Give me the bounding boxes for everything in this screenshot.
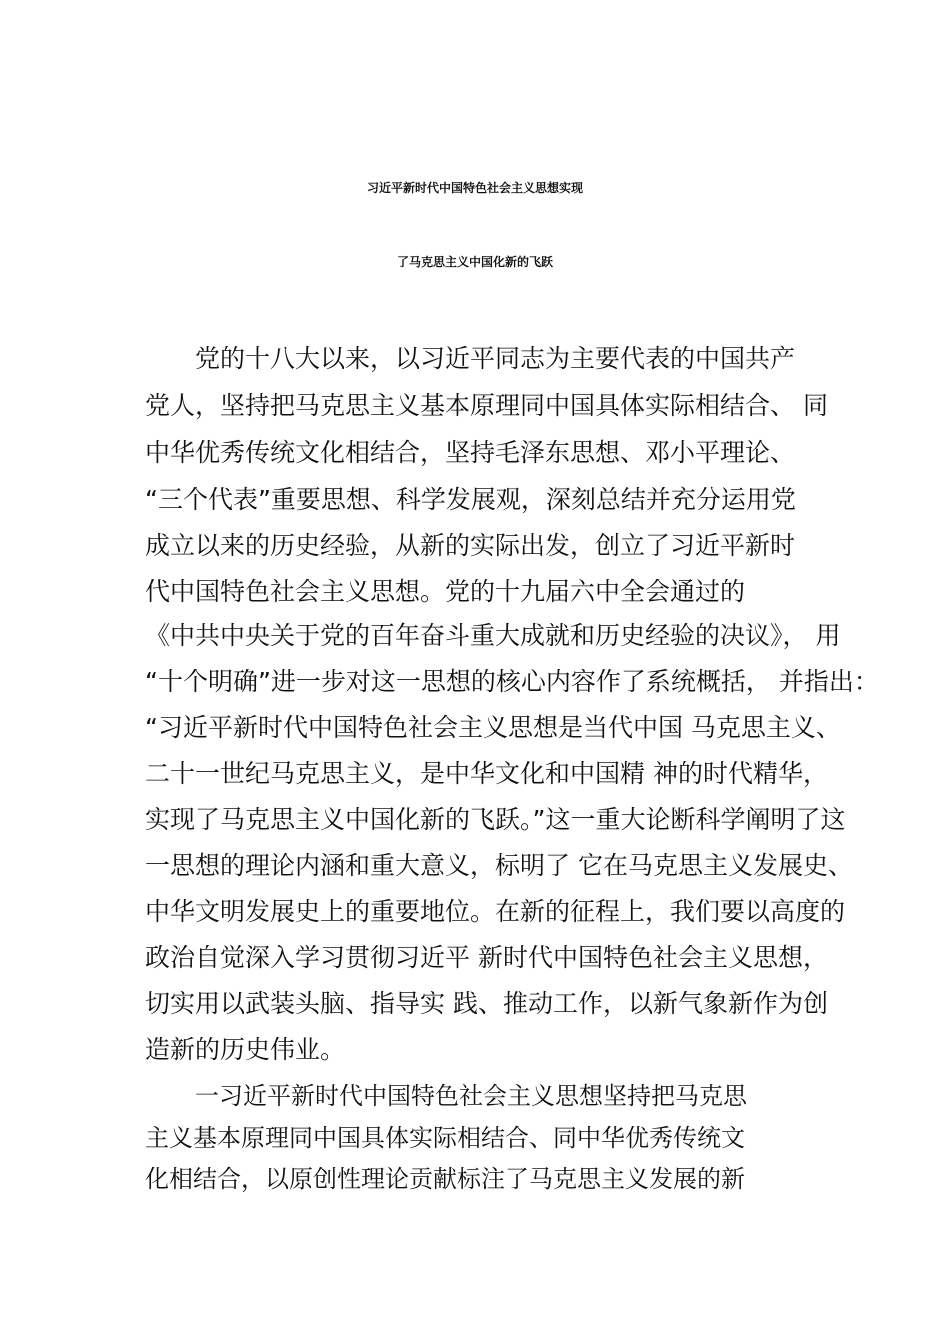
paragraph-line: 《中共中央关于党的百年奋斗重大成就和历史经验的决议》， 用	[145, 621, 841, 650]
section-line: 主义基本原理同中国具体实际相结合、同中华优秀传统文	[145, 1124, 745, 1152]
paragraph-line: “习近平新时代中国特色社会主义思想是当代中国 马克思主义、	[145, 713, 841, 742]
paragraph-line: 中华优秀传统文化相结合，坚持毛泽东思想、邓小平理论、	[145, 438, 796, 467]
paragraph-line: 党人，坚持把马克思主义基本原理同中国具体实际相结合、 同	[145, 391, 828, 420]
section-line: 化相结合，以原创性理论贡献标注了马克思主义发展的新	[145, 1165, 745, 1193]
paragraph-line: 党的十八大以来，以习近平同志为主要代表的中国共产	[195, 344, 796, 373]
title-line-1: 习近平新时代中国特色社会主义思想实现	[366, 181, 583, 195]
paragraph-line: 实现了马克思主义中国化新的飞跃。”这一重大论断科学阐明了这	[145, 805, 846, 834]
paragraph-line: 政治自觉深入学习贯彻习近平 新时代中国特色社会主义思想，	[145, 943, 828, 972]
paragraph-line: 一思想的理论内涵和重大意义，标明了 它在马克思主义发展史、	[145, 851, 853, 880]
paragraph-line: 造新的历史伟业。	[145, 1035, 346, 1064]
section-line: 一习近平新时代中国特色社会主义思想坚持把马克思	[195, 1082, 747, 1110]
paragraph-line: “三个代表”重要思想、科学发展观，深刻总结并充分运用党	[145, 485, 796, 514]
paragraph-line: “十个明确”进一步对这一思想的核心内容作了系统概括， 并指出：	[145, 667, 879, 696]
paragraph-line: 二十一世纪马克思主义，是中华文化和中国精 神的时代精华，	[145, 759, 828, 788]
paragraph-line: 成立以来的历史经验，从新的实际出发，创立了习近平新时	[145, 531, 796, 560]
paragraph-line: 代中国特色社会主义思想。党的十九届六中全会通过的	[145, 577, 746, 606]
paragraph-line: 中华文明发展史上的重要地位。在新的征程上，我们要以高度的	[145, 897, 846, 926]
title-line-2: 了马克思主义中国化新的飞跃	[396, 255, 553, 269]
paragraph-line: 切实用以武装头脑、指导实 践、推动工作，以新气象新作为创	[145, 989, 828, 1018]
